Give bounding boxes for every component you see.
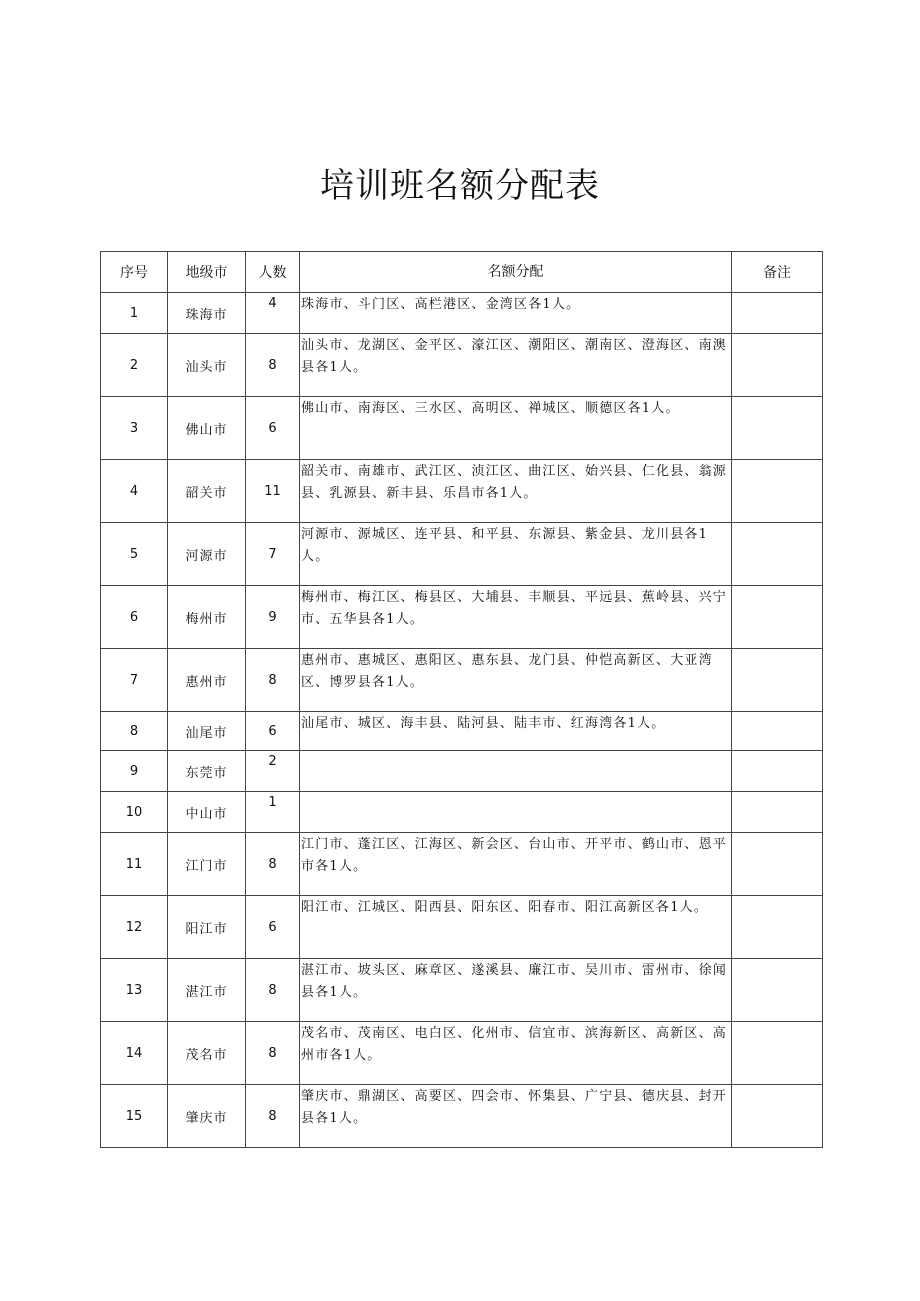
row-no: 3 [101, 397, 168, 460]
row-allocation [300, 792, 732, 833]
row-count: 11 [246, 460, 300, 523]
row-count: 8 [246, 334, 300, 397]
row-city: 肇庆市 [168, 1085, 246, 1148]
row-no: 1 [101, 293, 168, 334]
row-allocation: 梅州市、梅江区、梅县区、大埔县、丰顺县、平远县、蕉岭县、兴宁市、五华县各1人。 [300, 586, 732, 649]
row-count: 2 [246, 751, 300, 792]
header-no: 序号 [101, 252, 168, 293]
row-no: 14 [101, 1022, 168, 1085]
table-row [101, 460, 823, 523]
row-city: 惠州市 [168, 649, 246, 712]
row-count: 8 [246, 959, 300, 1022]
row-no: 15 [101, 1085, 168, 1148]
row-no: 13 [101, 959, 168, 1022]
row-note [732, 293, 823, 334]
table-row [101, 397, 823, 460]
table-row [101, 1022, 823, 1085]
row-allocation: 佛山市、南海区、三水区、高明区、禅城区、顺德区各1人。 [300, 397, 732, 460]
row-note [732, 334, 823, 397]
row-allocation: 汕头市、龙湖区、金平区、濠江区、潮阳区、潮南区、澄海区、南澳县各1人。 [300, 334, 732, 397]
table-row [101, 1085, 823, 1148]
header-note: 备注 [732, 252, 823, 293]
row-count: 6 [246, 712, 300, 751]
row-count: 4 [246, 293, 300, 334]
row-city: 汕头市 [168, 334, 246, 397]
row-allocation: 惠州市、惠城区、惠阳区、惠东县、龙门县、仲恺高新区、大亚湾区、博罗县各1人。 [300, 649, 732, 712]
row-count: 6 [246, 397, 300, 460]
row-note [732, 896, 823, 959]
row-count: 1 [246, 792, 300, 833]
row-city: 东莞市 [168, 751, 246, 792]
row-count: 6 [246, 896, 300, 959]
row-city: 中山市 [168, 792, 246, 833]
header-allocation: 名额分配 [300, 252, 732, 293]
row-allocation: 湛江市、坡头区、麻章区、遂溪县、廉江市、吴川市、雷州市、徐闻县各1人。 [300, 959, 732, 1022]
row-note [732, 751, 823, 792]
row-no: 7 [101, 649, 168, 712]
row-count: 8 [246, 833, 300, 896]
row-note [732, 959, 823, 1022]
row-city: 阳江市 [168, 896, 246, 959]
row-city: 江门市 [168, 833, 246, 896]
table-header-row [101, 252, 823, 293]
row-no: 12 [101, 896, 168, 959]
row-no: 2 [101, 334, 168, 397]
row-city: 汕尾市 [168, 712, 246, 751]
row-count: 7 [246, 523, 300, 586]
row-no: 8 [101, 712, 168, 751]
table-row [101, 959, 823, 1022]
row-note [732, 1085, 823, 1148]
header-count: 人数 [246, 252, 300, 293]
row-note [732, 833, 823, 896]
row-count: 8 [246, 649, 300, 712]
row-no: 5 [101, 523, 168, 586]
row-count: 8 [246, 1022, 300, 1085]
table-row [101, 586, 823, 649]
quota-table [100, 251, 823, 1148]
row-count: 8 [246, 1085, 300, 1148]
row-allocation: 韶关市、南雄市、武江区、浈江区、曲江区、始兴县、仁化县、翁源县、乳源县、新丰县、乐昌市各1人。 [300, 460, 732, 523]
row-allocation: 汕尾市、城区、海丰县、陆河县、陆丰市、红海湾各1人。 [300, 712, 732, 751]
row-city: 佛山市 [168, 397, 246, 460]
row-note [732, 586, 823, 649]
row-note [732, 397, 823, 460]
header-city: 地级市 [168, 252, 246, 293]
row-no: 4 [101, 460, 168, 523]
row-city: 河源市 [168, 523, 246, 586]
row-note [732, 523, 823, 586]
row-city: 湛江市 [168, 959, 246, 1022]
row-note [732, 792, 823, 833]
row-allocation: 江门市、蓬江区、江海区、新会区、台山市、开平市、鹤山市、恩平市各1人。 [300, 833, 732, 896]
row-no: 6 [101, 586, 168, 649]
row-no: 9 [101, 751, 168, 792]
row-allocation [300, 751, 732, 792]
table-row [101, 334, 823, 397]
row-no: 11 [101, 833, 168, 896]
row-allocation: 阳江市、江城区、阳西县、阳东区、阳春市、阳江高新区各1人。 [300, 896, 732, 959]
table-row [101, 293, 823, 334]
row-allocation: 珠海市、斗门区、高栏港区、金湾区各1人。 [300, 293, 732, 334]
table-row [101, 712, 823, 751]
row-allocation: 肇庆市、鼎湖区、高要区、四会市、怀集县、广宁县、德庆县、封开县各1人。 [300, 1085, 732, 1148]
table-row [101, 896, 823, 959]
row-note [732, 712, 823, 751]
table-row [101, 649, 823, 712]
table-row [101, 792, 823, 833]
row-note [732, 460, 823, 523]
table-row [101, 751, 823, 792]
row-city: 茂名市 [168, 1022, 246, 1085]
row-city: 梅州市 [168, 586, 246, 649]
row-city: 韶关市 [168, 460, 246, 523]
row-allocation: 河源市、源城区、连平县、和平县、东源县、紫金县、龙川县各1人。 [300, 523, 732, 586]
page-title: 培训班名额分配表 [320, 166, 600, 206]
row-no: 10 [101, 792, 168, 833]
row-allocation: 茂名市、茂南区、电白区、化州市、信宜市、滨海新区、高新区、高州市各1人。 [300, 1022, 732, 1085]
row-city: 珠海市 [168, 293, 246, 334]
table-row [101, 523, 823, 586]
row-note [732, 649, 823, 712]
row-note [732, 1022, 823, 1085]
row-count: 9 [246, 586, 300, 649]
table-row [101, 833, 823, 896]
